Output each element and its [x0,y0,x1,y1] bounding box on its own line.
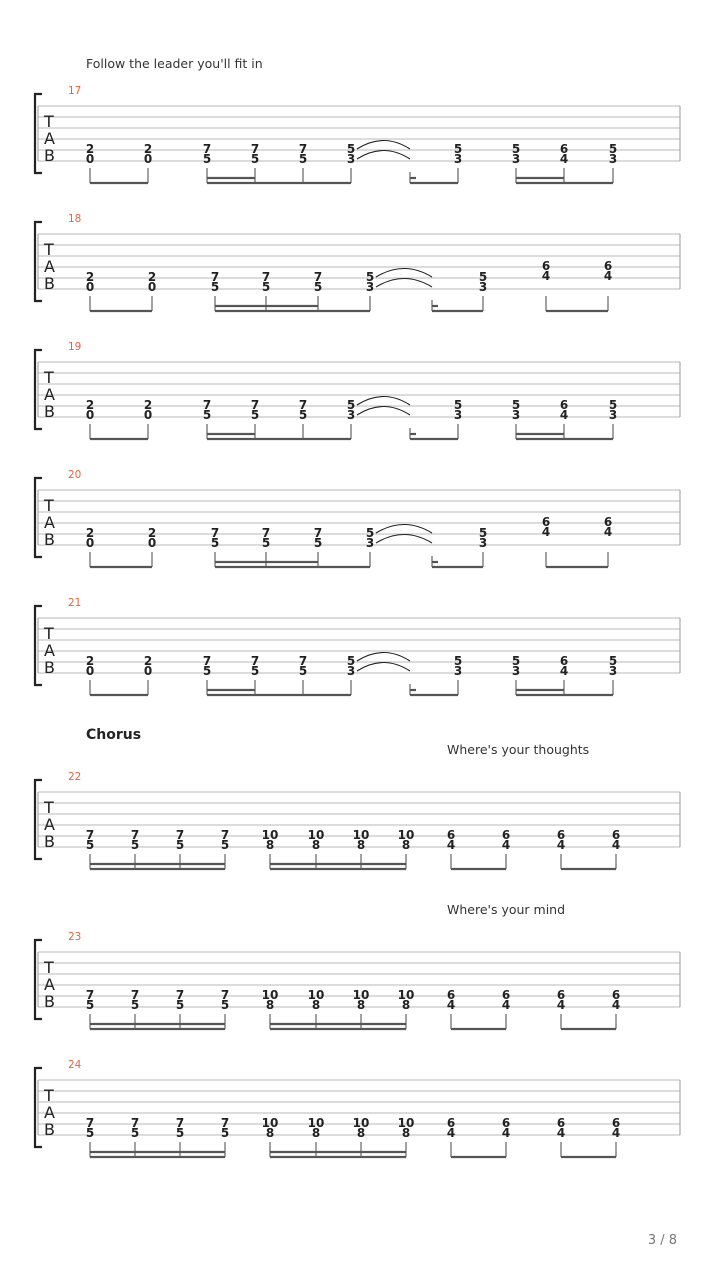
fret-number: 10 [261,1116,279,1130]
fret-number: 3 [511,664,521,678]
tie-arc [357,397,410,406]
fret-number: 3 [511,152,521,166]
fret-number: 7 [202,654,212,668]
fret-number: 6 [446,988,456,1002]
fret-number: 3 [608,152,618,166]
fret-number: 7 [210,270,220,284]
fret-number: 6 [603,259,613,273]
fret-number: 8 [311,998,321,1012]
fret-number: 4 [446,1126,456,1140]
fret-number: 4 [556,838,566,852]
fret-number: 7 [298,142,308,156]
tab-clef-letter: A [44,815,55,834]
tab-clef-letter: T [44,1086,54,1105]
fret-number: 0 [143,664,153,678]
fret-number: 6 [559,654,569,668]
tab-clef-letter: T [44,112,54,131]
fret-number: 6 [611,1116,621,1130]
fret-number: 2 [85,398,95,412]
measure-number: 20 [68,469,82,481]
fret-number: 2 [147,270,157,284]
fret-number: 4 [556,998,566,1012]
fret-number: 4 [501,998,511,1012]
fret-number: 5 [608,142,618,156]
fret-number: 2 [147,526,157,540]
fret-number: 6 [611,828,621,842]
fret-number: 8 [265,1126,275,1140]
measure-number: 24 [68,1059,82,1071]
fret-number: 5 [130,998,140,1012]
fret-number: 5 [453,398,463,412]
measure-21 [35,597,680,695]
fret-number: 2 [85,142,95,156]
fret-number: 2 [85,270,95,284]
fret-number: 5 [202,408,212,422]
fret-number: 3 [478,536,488,550]
fret-number: 4 [603,269,613,283]
tab-clef-letter: A [44,1103,55,1122]
measure-23 [35,931,680,1029]
fret-number: 5 [250,664,260,678]
fret-number: 5 [313,280,323,294]
fret-number: 5 [85,1126,95,1140]
fret-number: 7 [261,526,271,540]
fret-number: 3 [453,152,463,166]
fret-number: 7 [130,1116,140,1130]
fret-number: 7 [85,1116,95,1130]
fret-number: 4 [501,838,511,852]
fret-number: 5 [210,536,220,550]
fret-number: 10 [261,988,279,1002]
measure-17 [35,85,680,183]
fret-number: 5 [608,398,618,412]
fret-number: 7 [298,398,308,412]
fret-number: 3 [478,280,488,294]
tie-arc [376,269,432,278]
fret-number: 7 [298,654,308,668]
fret-number: 3 [453,664,463,678]
tie-arc [357,151,410,160]
lyric-line-2: Where's your thoughts [447,742,590,757]
fret-number: 5 [346,398,356,412]
tab-clef-letter: A [44,641,55,660]
fret-number: 5 [85,998,95,1012]
fret-number: 7 [202,398,212,412]
fret-number: 7 [175,828,185,842]
fret-number: 0 [143,152,153,166]
fret-number: 7 [175,988,185,1002]
fret-number: 7 [220,1116,230,1130]
fret-number: 8 [356,998,366,1012]
fret-number: 3 [346,152,356,166]
fret-number: 6 [501,1116,511,1130]
fret-number: 6 [541,515,551,529]
fret-number: 7 [202,142,212,156]
fret-number: 5 [175,838,185,852]
tie-arc [376,535,432,544]
fret-number: 10 [397,828,415,842]
fret-number: 5 [298,408,308,422]
fret-number: 6 [556,828,566,842]
fret-number: 7 [85,988,95,1002]
fret-number: 5 [210,280,220,294]
measure-number: 18 [68,213,82,225]
fret-number: 5 [511,654,521,668]
fret-number: 5 [220,998,230,1012]
fret-number: 0 [85,280,95,294]
fret-number: 2 [85,526,95,540]
fret-number: 7 [85,828,95,842]
fret-number: 8 [401,838,411,852]
fret-number: 3 [365,536,375,550]
fret-number: 10 [307,828,325,842]
tab-clef-letter: T [44,958,54,977]
measure-number: 21 [68,597,82,609]
fret-number: 3 [346,664,356,678]
fret-number: 5 [608,654,618,668]
fret-number: 6 [611,988,621,1002]
fret-number: 5 [261,536,271,550]
fret-number: 2 [85,654,95,668]
fret-number: 6 [559,398,569,412]
tab-clef-letter: B [44,274,55,293]
fret-number: 0 [147,536,157,550]
fret-number: 5 [511,142,521,156]
fret-number: 4 [559,152,569,166]
fret-number: 3 [453,408,463,422]
fret-number: 8 [265,998,275,1012]
fret-number: 7 [313,270,323,284]
fret-number: 8 [401,998,411,1012]
fret-number: 4 [559,408,569,422]
fret-number: 5 [85,838,95,852]
fret-number: 2 [143,398,153,412]
tab-clef-letter: A [44,513,55,532]
fret-number: 2 [143,142,153,156]
tab-clef-letter: T [44,240,54,259]
fret-number: 4 [501,1126,511,1140]
tab-clef-letter: B [44,658,55,677]
fret-number: 6 [501,828,511,842]
fret-number: 5 [175,998,185,1012]
fret-number: 6 [559,142,569,156]
fret-number: 0 [85,152,95,166]
tab-clef-letter: B [44,1120,55,1139]
fret-number: 2 [143,654,153,668]
measure-number: 17 [68,85,82,97]
measure-number: 22 [68,771,82,783]
fret-number: 8 [401,1126,411,1140]
fret-number: 3 [511,408,521,422]
fret-number: 5 [365,270,375,284]
fret-number: 5 [220,838,230,852]
lyric-line-3: Where's your mind [447,902,566,917]
fret-number: 5 [250,408,260,422]
fret-number: 5 [298,152,308,166]
lyric-line-1: Follow the leader you'll fit in [86,56,263,71]
fret-number: 5 [202,664,212,678]
fret-number: 5 [478,526,488,540]
fret-number: 10 [352,988,370,1002]
fret-number: 7 [220,988,230,1002]
tab-clef-letter: T [44,496,54,515]
tab-clef-letter: A [44,257,55,276]
tie-arc [376,279,432,288]
fret-number: 0 [147,280,157,294]
fret-number: 5 [453,142,463,156]
tie-arc [357,653,410,662]
fret-number: 6 [556,1116,566,1130]
fret-number: 7 [130,828,140,842]
tab-clef-letter: B [44,530,55,549]
fret-number: 3 [365,280,375,294]
fret-number: 4 [611,838,621,852]
fret-number: 7 [250,142,260,156]
fret-number: 8 [356,1126,366,1140]
fret-number: 6 [501,988,511,1002]
fret-number: 5 [175,1126,185,1140]
fret-number: 5 [261,280,271,294]
fret-number: 4 [556,1126,566,1140]
fret-number: 0 [85,664,95,678]
fret-number: 4 [446,998,456,1012]
fret-number: 10 [352,828,370,842]
fret-number: 8 [311,1126,321,1140]
tab-clef-letter: B [44,832,55,851]
tab-clef-letter: T [44,798,54,817]
fret-number: 4 [541,525,551,539]
tie-arc [357,141,410,150]
section-label-chorus: Chorus [86,727,142,743]
measure-19 [35,341,680,439]
measure-18 [35,213,680,311]
fret-number: 5 [130,1126,140,1140]
fret-number: 4 [559,664,569,678]
fret-number: 3 [608,664,618,678]
fret-number: 5 [511,398,521,412]
fret-number: 5 [346,142,356,156]
fret-number: 5 [298,664,308,678]
fret-number: 6 [446,828,456,842]
tab-clef-letter: B [44,402,55,421]
fret-number: 5 [202,152,212,166]
fret-number: 7 [220,828,230,842]
measure-number: 19 [68,341,82,353]
fret-number: 6 [603,515,613,529]
fret-number: 7 [130,988,140,1002]
fret-number: 4 [603,525,613,539]
fret-number: 10 [397,1116,415,1130]
fret-number: 7 [261,270,271,284]
tab-clef-letter: T [44,624,54,643]
fret-number: 7 [175,1116,185,1130]
fret-number: 7 [313,526,323,540]
fret-number: 6 [446,1116,456,1130]
tie-arc [357,407,410,416]
fret-number: 8 [311,838,321,852]
fret-number: 5 [453,654,463,668]
fret-number: 5 [220,1126,230,1140]
tab-clef-letter: A [44,129,55,148]
tab-clef-letter: A [44,975,55,994]
fret-number: 5 [313,536,323,550]
fret-number: 7 [210,526,220,540]
fret-number: 8 [265,838,275,852]
fret-number: 0 [143,408,153,422]
measure-20 [35,469,680,567]
fret-number: 7 [250,654,260,668]
fret-number: 3 [608,408,618,422]
fret-number: 5 [346,654,356,668]
fret-number: 5 [478,270,488,284]
fret-number: 5 [250,152,260,166]
fret-number: 4 [611,1126,621,1140]
fret-number: 5 [130,838,140,852]
measure-24 [35,1059,680,1157]
measure-22 [35,771,680,869]
fret-number: 0 [85,408,95,422]
fret-number: 10 [397,988,415,1002]
tab-staves [35,85,680,1157]
measure-number: 23 [68,931,82,943]
fret-number: 10 [352,1116,370,1130]
fret-number: 0 [85,536,95,550]
fret-number: 6 [556,988,566,1002]
fret-number: 10 [261,828,279,842]
fret-number: 3 [346,408,356,422]
fret-number: 8 [356,838,366,852]
fret-number: 4 [611,998,621,1012]
fret-number: 4 [446,838,456,852]
tab-clef-letter: A [44,385,55,404]
tab-clef-letter: T [44,368,54,387]
fret-number: 5 [365,526,375,540]
page-number: 3 / 8 [647,1233,677,1248]
fret-number: 4 [541,269,551,283]
fret-number: 10 [307,1116,325,1130]
tie-arc [376,525,432,534]
fret-number: 7 [250,398,260,412]
fret-number: 10 [307,988,325,1002]
tab-clef-letter: B [44,992,55,1011]
tie-arc [357,663,410,672]
fret-number: 6 [541,259,551,273]
tab-clef-letter: B [44,146,55,165]
